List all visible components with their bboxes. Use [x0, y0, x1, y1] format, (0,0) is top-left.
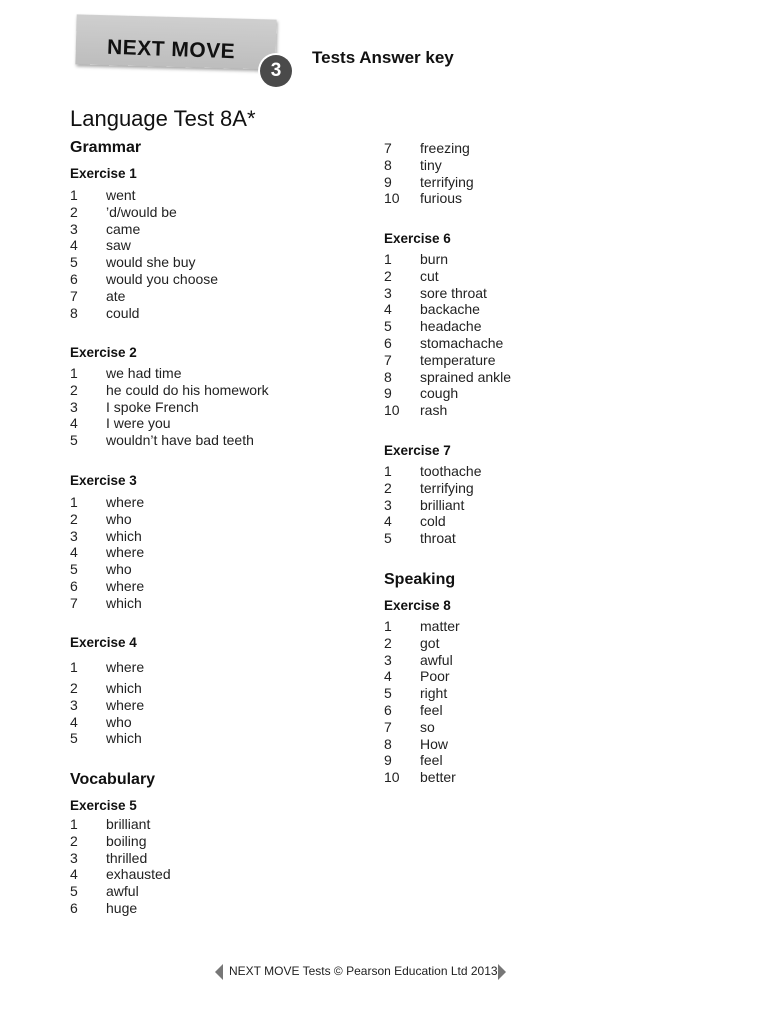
answer-text: headache	[420, 318, 482, 335]
exercise-7-title: Exercise 7	[384, 443, 451, 458]
answer-text: exhausted	[106, 866, 171, 883]
answer-number: 2	[70, 203, 78, 220]
page-title: Language Test 8A*	[70, 106, 256, 131]
answer-number: 7	[70, 594, 78, 611]
answer-text: ate	[106, 287, 126, 304]
answer-number: 8	[384, 735, 392, 752]
answer-text: which	[106, 527, 142, 544]
exercise-4-title: Exercise 4	[70, 635, 137, 650]
answer-text: could	[106, 304, 140, 321]
answer-number: 10	[384, 769, 400, 786]
answer-number: 3	[70, 220, 78, 237]
answer-number: 2	[70, 680, 78, 696]
answer-text: saw	[106, 237, 131, 254]
answer-number: 4	[384, 513, 392, 530]
answer-number: 3	[384, 496, 392, 513]
answer-text: backache	[420, 301, 480, 318]
answer-number: 6	[384, 335, 392, 351]
next-arrow-icon	[498, 964, 506, 980]
answer-text: got	[420, 634, 440, 651]
answer-text: huge	[106, 900, 138, 916]
answer-text: temperature	[420, 351, 496, 368]
answer-number: 2	[384, 267, 392, 284]
answer-number: 8	[384, 156, 392, 173]
answer-text: cold	[420, 513, 446, 530]
answer-text: he could do his homework	[106, 381, 269, 398]
answer-number: 2	[384, 479, 392, 496]
section-vocabulary: Vocabulary	[70, 771, 156, 788]
answer-number: 5	[70, 730, 78, 747]
answer-text: right	[420, 685, 448, 702]
answer-text: feel	[420, 702, 443, 718]
answer-text: which	[106, 680, 142, 696]
answer-text: who	[106, 510, 132, 527]
section-grammar: Grammar	[70, 139, 142, 156]
answer-text: cough	[420, 385, 459, 402]
answer-number: 6	[70, 578, 78, 594]
answer-number: 2	[70, 510, 78, 527]
answer-text: who	[106, 561, 132, 578]
answer-number: 1	[70, 187, 78, 203]
answer-text: How	[420, 735, 449, 752]
answer-number: 2	[70, 381, 78, 398]
answer-text: which	[106, 594, 142, 611]
exercise-3-title: Exercise 3	[70, 473, 137, 488]
answer-number: 2	[70, 832, 78, 849]
answer-text: would she buy	[106, 254, 196, 271]
answer-text: toothache	[420, 463, 482, 479]
answer-number: 3	[70, 398, 78, 415]
answer-number: 3	[70, 696, 78, 713]
answer-text: terrifying	[420, 173, 474, 190]
answer-text: sore throat	[420, 284, 487, 301]
logo-text: NEXT MOVE	[106, 35, 236, 64]
answer-text: would you choose	[106, 271, 219, 287]
answer-number: 4	[70, 544, 78, 561]
section-speaking: Speaking	[384, 571, 456, 588]
answer-text: stomachache	[420, 335, 504, 351]
answer-text: boiling	[106, 832, 147, 849]
answer-text: throat	[420, 530, 456, 547]
answer-number: 7	[384, 351, 392, 368]
answer-number: 6	[70, 900, 78, 916]
answer-text: brilliant	[106, 816, 151, 832]
answer-number: 4	[384, 668, 392, 685]
answer-text: I spoke French	[106, 398, 199, 415]
exercise-6-title: Exercise 6	[384, 231, 451, 246]
previous-arrow-icon	[215, 964, 223, 980]
answer-number: 7	[384, 140, 392, 156]
answer-number: 4	[70, 237, 78, 254]
level-badge: 3	[260, 55, 292, 87]
exercise-2-title: Exercise 2	[70, 345, 137, 360]
answer-number: 1	[384, 463, 392, 479]
answer-number: 1	[70, 659, 78, 675]
answer-number: 3	[384, 284, 392, 301]
answer-text: went	[106, 187, 136, 203]
answer-text: where	[106, 696, 145, 713]
answer-number: 9	[384, 752, 392, 769]
answer-text: so	[420, 718, 435, 735]
answer-number: 6	[384, 702, 392, 718]
answer-text: sprained ankle	[420, 368, 512, 385]
answer-number: 9	[384, 173, 392, 190]
footer-copyright: NEXT MOVE Tests © Pearson Education Ltd 2013	[229, 964, 498, 978]
answer-number: 6	[70, 271, 78, 287]
answer-number: 7	[384, 718, 392, 735]
answer-number: 5	[70, 561, 78, 578]
answer-text: terrifying	[420, 479, 474, 496]
answer-number: 9	[384, 385, 392, 402]
answer-text: came	[106, 220, 141, 237]
answer-number: 3	[70, 849, 78, 866]
answer-number: 8	[384, 368, 392, 385]
answer-number: 8	[70, 304, 78, 321]
answer-text: where	[106, 659, 145, 675]
header-title: Tests Answer key	[312, 48, 454, 67]
answer-text: awful	[420, 651, 453, 668]
answer-text: matter	[420, 618, 460, 634]
answer-text: rash	[420, 402, 448, 419]
answer-number: 3	[384, 651, 392, 668]
answer-text: freezing	[420, 140, 470, 156]
answer-text: thrilled	[106, 849, 148, 866]
answer-number: 4	[70, 415, 78, 432]
answer-text: where	[106, 494, 145, 510]
answer-number: 7	[70, 287, 78, 304]
answer-number: 1	[70, 365, 78, 381]
answer-number: 1	[70, 816, 78, 832]
answer-number: 4	[70, 866, 78, 883]
answer-text: awful	[106, 883, 139, 900]
answer-number: 2	[384, 634, 392, 651]
answer-text: where	[106, 544, 145, 561]
answer-number: 1	[384, 618, 392, 634]
answer-text: wouldn’t have bad teeth	[106, 432, 254, 449]
answer-number: 1	[384, 251, 392, 267]
answer-number: 1	[70, 494, 78, 510]
answer-text: where	[106, 578, 145, 594]
answer-number: 10	[384, 190, 400, 207]
answer-text: furious	[420, 190, 463, 207]
answer-number: 5	[384, 685, 392, 702]
answer-text: ’d/would be	[106, 203, 177, 220]
answer-text: brilliant	[420, 496, 465, 513]
answer-text: we had time	[106, 365, 182, 381]
answer-number: 4	[70, 713, 78, 730]
answer-text: Poor	[420, 668, 450, 685]
answer-text: which	[106, 730, 142, 747]
answer-number: 5	[384, 318, 392, 335]
answer-number: 3	[70, 527, 78, 544]
answer-text: I were you	[106, 415, 171, 432]
exercise-5-title: Exercise 5	[70, 798, 137, 813]
answer-text: cut	[420, 267, 439, 284]
answer-number: 4	[384, 301, 392, 318]
answer-text: who	[106, 713, 132, 730]
answer-text: better	[420, 769, 456, 786]
answer-text: feel	[420, 752, 443, 769]
answer-text: tiny	[420, 156, 442, 173]
exercise-1-title: Exercise 1	[70, 166, 137, 181]
answer-number: 10	[384, 402, 400, 419]
answer-number: 5	[70, 254, 78, 271]
footer	[212, 962, 512, 982]
answer-text: burn	[420, 251, 449, 267]
answer-number: 5	[384, 530, 392, 547]
answer-number: 5	[70, 432, 78, 449]
exercise-8-title: Exercise 8	[384, 598, 451, 613]
answer-number: 5	[70, 883, 78, 900]
